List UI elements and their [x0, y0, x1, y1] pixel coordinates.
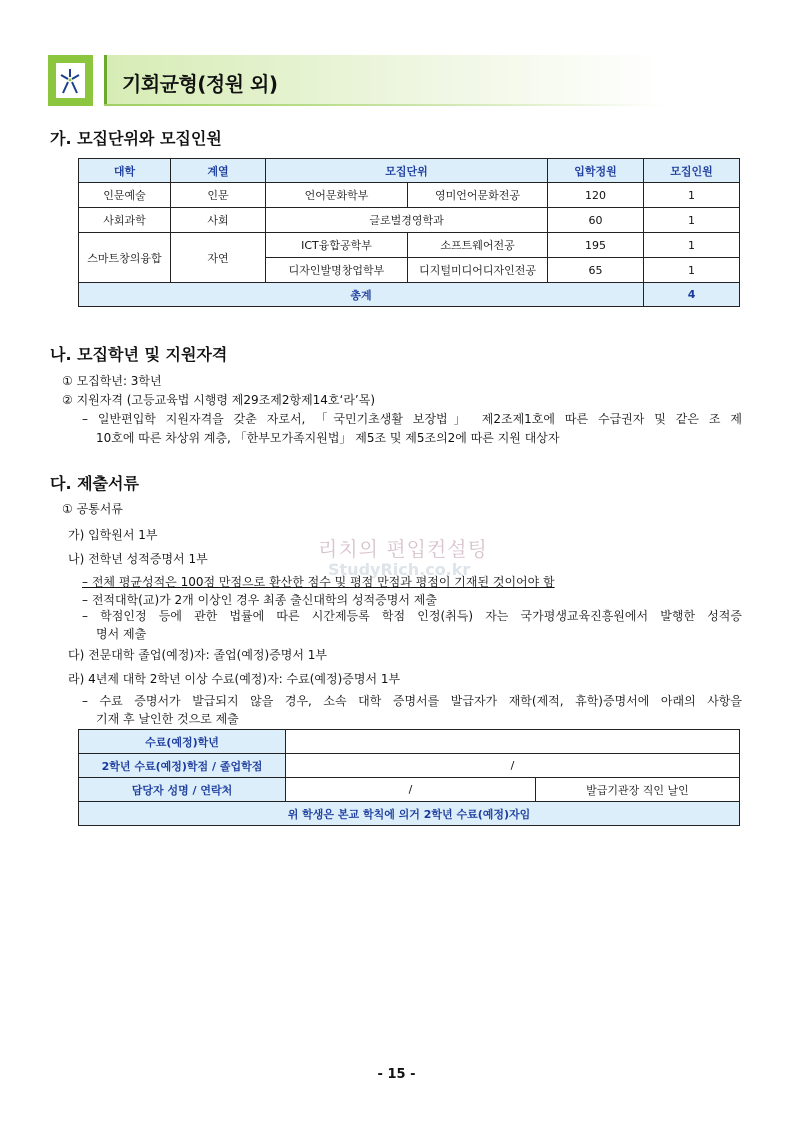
form-footer: 위 학생은 본교 학칙에 의거 2학년 수료(예정)자임	[79, 802, 740, 826]
eligibility-detail-line2: 10호에 따른 차상위 계층, 「한부모가족지원법」 제5조 및 제5조의2에 따른 지원 대상자	[96, 431, 560, 445]
total-label: 총계	[79, 283, 644, 307]
cell-college: 사회과학	[79, 208, 171, 233]
title-bar-underline	[104, 104, 664, 106]
cell-quota: 120	[548, 183, 644, 208]
title-bar-edge	[104, 55, 107, 106]
table-header-row	[79, 159, 740, 183]
cell-major: 소프트웨어전공	[408, 233, 548, 258]
eligibility: ② 지원자격 (고등교육법 시행령 제29조제2항제14호‘라’목)	[62, 393, 376, 407]
header-college: 대학	[79, 159, 171, 183]
section-title-na: 나. 모집학년 및 지원자격	[50, 345, 228, 364]
cell-recruit: 1	[644, 258, 740, 283]
cell-field: 인문	[171, 183, 266, 208]
table-row	[79, 183, 740, 208]
form-row	[79, 778, 740, 802]
form-value-contact: /	[286, 778, 536, 802]
sparkle-icon	[56, 63, 85, 98]
cell-college: 인문예술	[79, 183, 171, 208]
doc-college-grad: 다) 전문대학 졸업(예정)자: 졸업(예정)증명서 1부	[68, 648, 328, 662]
section-icon	[48, 55, 93, 106]
section-title-ga: 가. 모집단위와 모집인원	[50, 129, 222, 148]
transcript-note-3-line2: 명서 제출	[96, 627, 147, 641]
section-title-da: 다. 제출서류	[50, 474, 139, 493]
cell-dept: ICT융합공학부	[266, 233, 408, 258]
cell-major: 디지털미디어디자인전공	[408, 258, 548, 283]
header-recruit: 모집인원	[644, 159, 740, 183]
page-number: - 15 -	[377, 1067, 416, 1082]
cell-quota: 60	[548, 208, 644, 233]
completion-form-table	[78, 729, 740, 826]
form-seal: 발급기관장 직인 날인	[536, 778, 740, 802]
form-footer-row	[79, 802, 740, 826]
cell-field: 사회	[171, 208, 266, 233]
cell-dept: 언어문화학부	[266, 183, 408, 208]
form-row	[79, 754, 740, 778]
cell-college: 스마트창의융합	[79, 233, 171, 283]
transcript-note-1: – 전체 평균성적은 100점 만점으로 환산한 점수 및 평점 만점과 평점이 기재된 것이어야 함	[82, 575, 555, 589]
transcript-note-2: – 전적대학(교)가 2개 이상인 경우 최종 출신대학의 성적증명서 제출	[82, 593, 437, 607]
total-value: 4	[644, 283, 740, 307]
watermark-url: StudyRich.co.kr	[328, 560, 471, 579]
page-title: 기회균형(정원 외)	[122, 72, 278, 96]
table-row	[79, 208, 740, 233]
cell-major: 영미언어문화전공	[408, 183, 548, 208]
doc-transcript: 나) 전학년 성적증명서 1부	[68, 552, 208, 566]
common-docs: ① 공통서류	[62, 502, 123, 516]
cell-dept: 글로벌경영학과	[266, 208, 548, 233]
cell-recruit: 1	[644, 208, 740, 233]
watermark-text: 리치의 편입컨설팅	[318, 537, 488, 561]
table-row	[79, 233, 740, 258]
header-quota: 입학정원	[548, 159, 644, 183]
table-total-row	[79, 283, 740, 307]
form-label-credits: 2학년 수료(예정)학점 / 졸업학점	[79, 754, 286, 778]
recruitment-table	[78, 158, 740, 307]
cell-quota: 195	[548, 233, 644, 258]
cell-quota: 65	[548, 258, 644, 283]
recruit-year: ① 모집학년: 3학년	[62, 374, 162, 388]
cell-dept: 디자인발명창업학부	[266, 258, 408, 283]
header-field: 계열	[171, 159, 266, 183]
completion-note-line1: – 수료 증명서가 발급되지 않을 경우, 소속 대학 증명서를 발급자가 재학(제적, 휴학)증명서에 아래의 사항을	[82, 694, 742, 708]
form-row	[79, 730, 740, 754]
doc-application: 가) 입학원서 1부	[68, 528, 158, 542]
doc-completion: 라) 4년제 대학 2학년 이상 수료(예정)자: 수료(예정)증명서 1부	[68, 672, 401, 686]
completion-note-line2: 기재 후 날인한 것으로 제출	[96, 712, 239, 726]
cell-recruit: 1	[644, 233, 740, 258]
transcript-note-3-line1: – 학점인정 등에 관한 법률에 따른 시간제등록 학점 인정(취득) 자는 국가평생교육진흥원에서 발행한 성적증	[82, 609, 742, 623]
form-label-contact: 담당자 성명 / 연락처	[79, 778, 286, 802]
header-unit: 모집단위	[266, 159, 548, 183]
eligibility-detail-line1: – 일반편입학 지원자격을 갖춘 자로서, 「국민기초생활 보장법」 제2조제1호에 따른 수급권자 및 같은 조 제	[82, 412, 742, 426]
cell-recruit: 1	[644, 183, 740, 208]
form-label-year: 수료(예정)학년	[79, 730, 286, 754]
cell-field: 자연	[171, 233, 266, 283]
form-value-credits: /	[286, 754, 740, 778]
form-value-year	[286, 730, 740, 754]
